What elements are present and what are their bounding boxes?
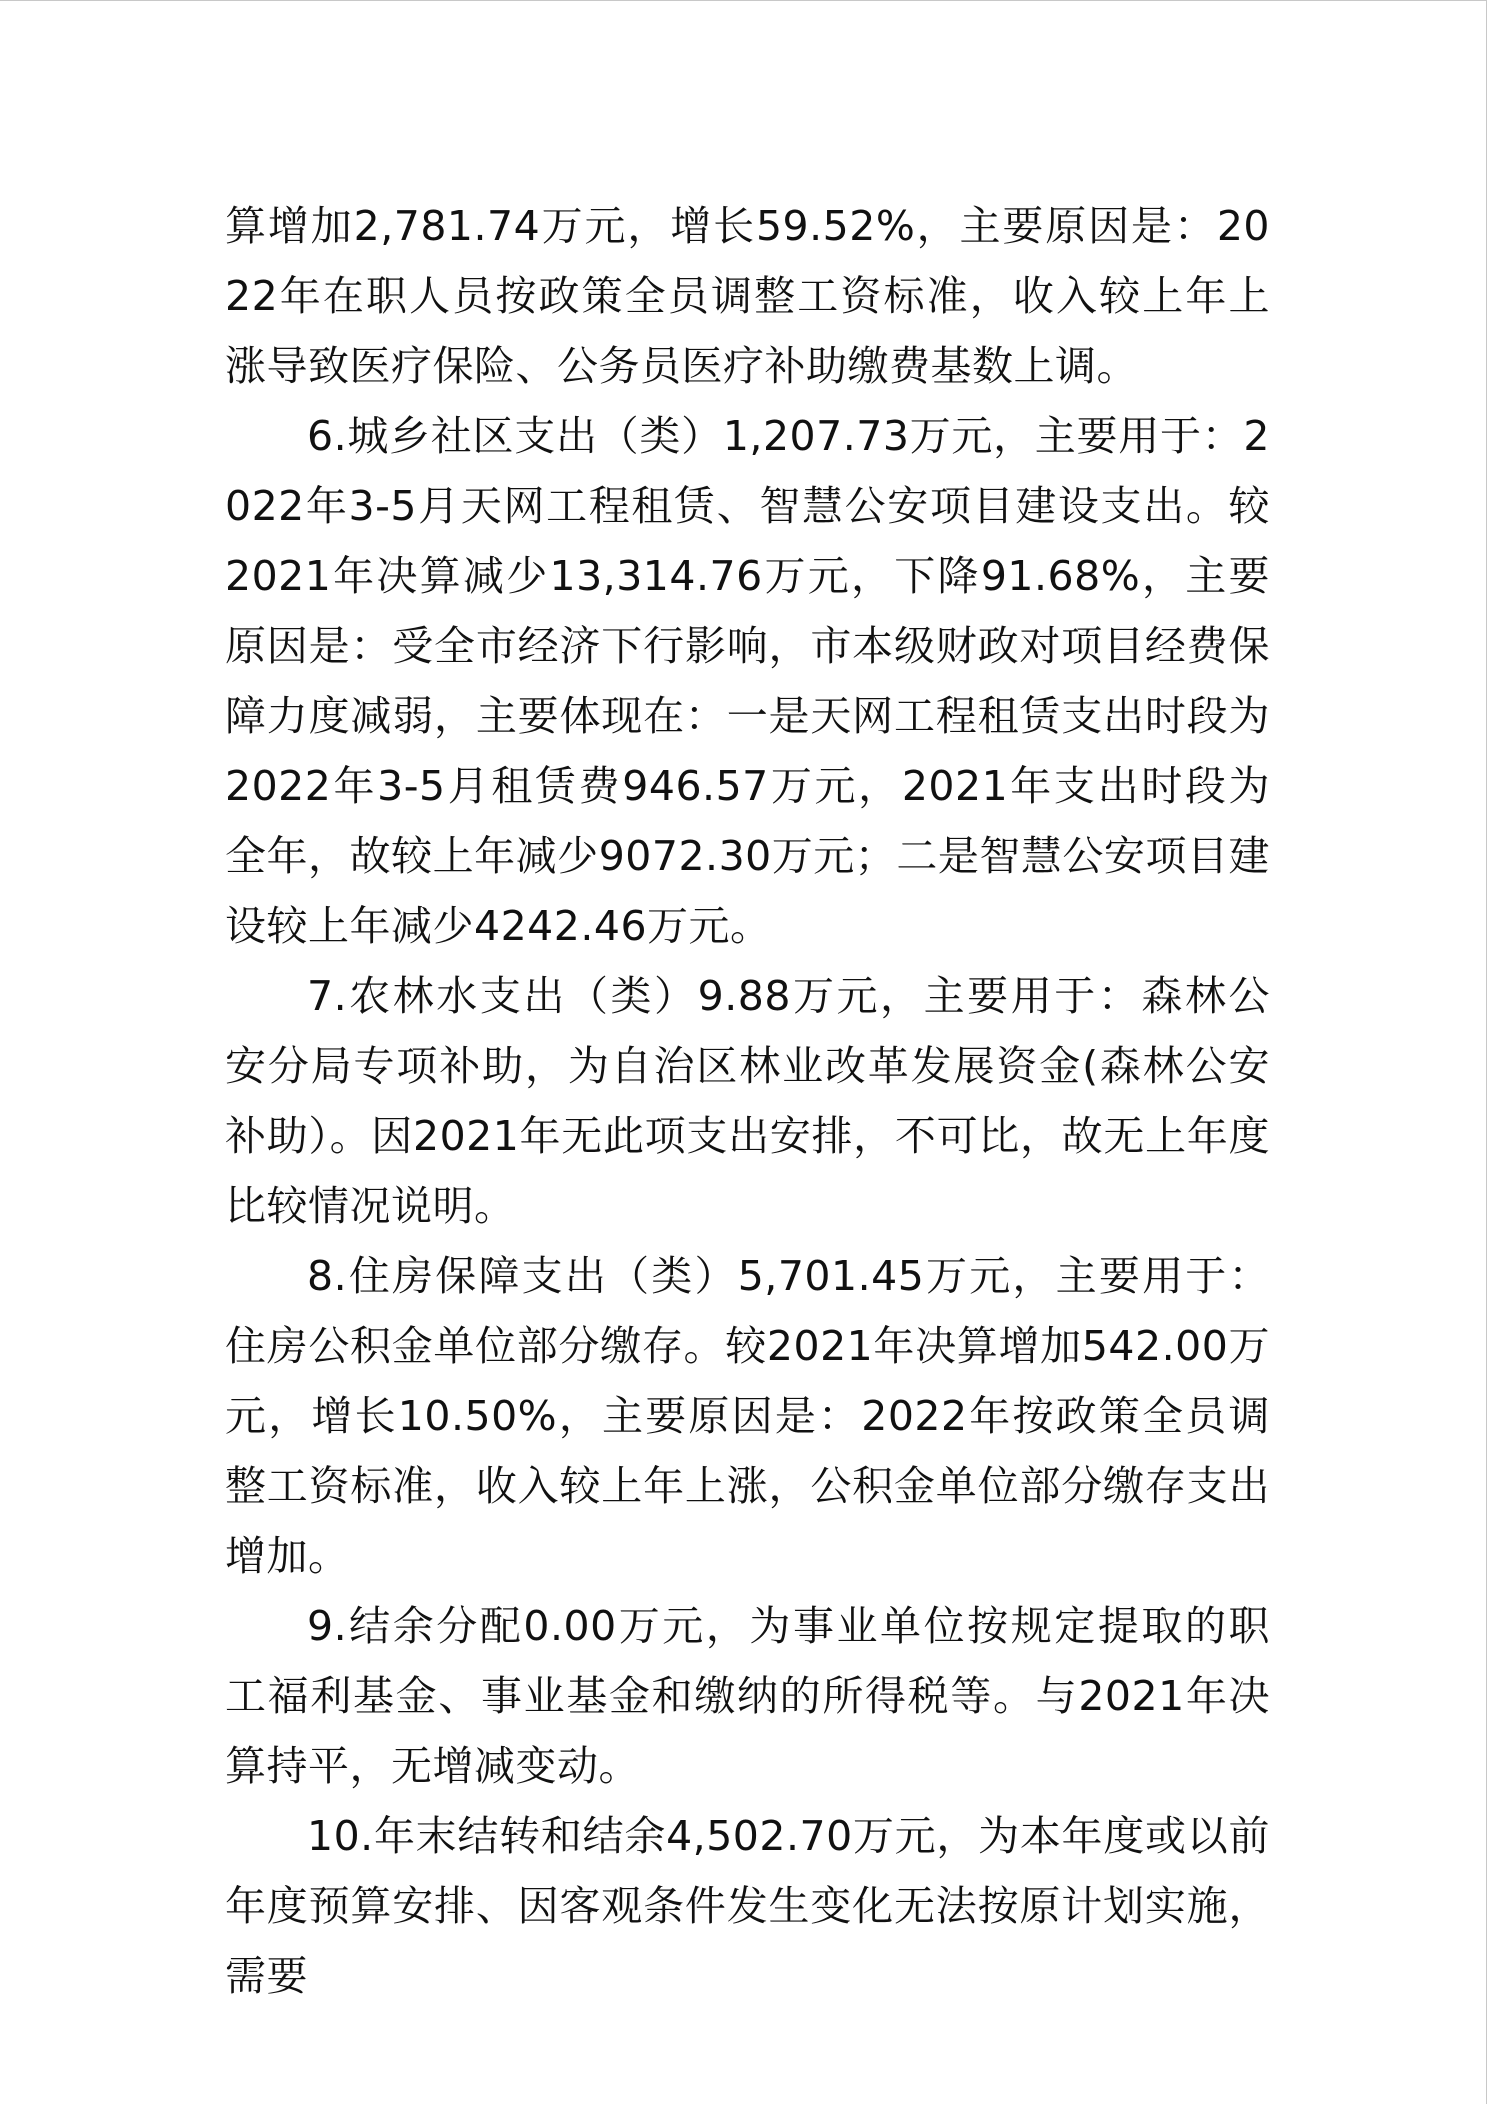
paragraph-agriculture-forestry-water: 7.农林水支出（类）9.88万元，主要用于：森林公安分局专项补助，为自治区林业改革发展资金(森林公安补助）。因2021年无此项支出安排，不可比，故无上年度比较情况说明。 — [225, 972, 1270, 1230]
paragraph-urban-rural-community: 6.城乡社区支出（类）1,207.73万元，主要用于：2022年3-5月天网工程租赁、智慧公安项目建设支出。较2021年决算减少13,314.76万元，下降91.68%，主要原因是：受全市经济下行影响，市本级财政对项目经费保障力度减弱，主要体现在：一是天网工程租赁支出时段为2022年3-5月租赁费946.57万元，2021年支出时段为全年，故较上年减少9072.30万元；二是智慧公安项目建设较上年减少4242.46万元。 — [225, 412, 1270, 950]
paragraph-housing-security: 8.住房保障支出（类）5,701.45万元，主要用于：住房公积金单位部分缴存。较2021年决算增加542.00万元，增长10.50%，主要原因是：2022年按政策全员调整工资标准，收入较上年上涨，公积金单位部分缴存支出增加。 — [225, 1252, 1270, 1580]
document-body — [225, 191, 1270, 2011]
paragraph-continuation: 算增加2,781.74万元，增长59.52%，主要原因是：2022年在职人员按政策全员调整工资标准，收入较上年上涨导致医疗保险、公务员医疗补助缴费基数上调。 — [225, 202, 1270, 390]
paragraph-surplus-distribution: 9.结余分配0.00万元，为事业单位按规定提取的职工福利基金、事业基金和缴纳的所得税等。与2021年决算持平，无增减变动。 — [225, 1602, 1270, 1790]
paragraph-year-end-carryover: 10.年末结转和结余4,502.70万元，为本年度或以前年度预算安排、因客观条件发生变化无法按原计划实施，需要 — [225, 1812, 1270, 2000]
